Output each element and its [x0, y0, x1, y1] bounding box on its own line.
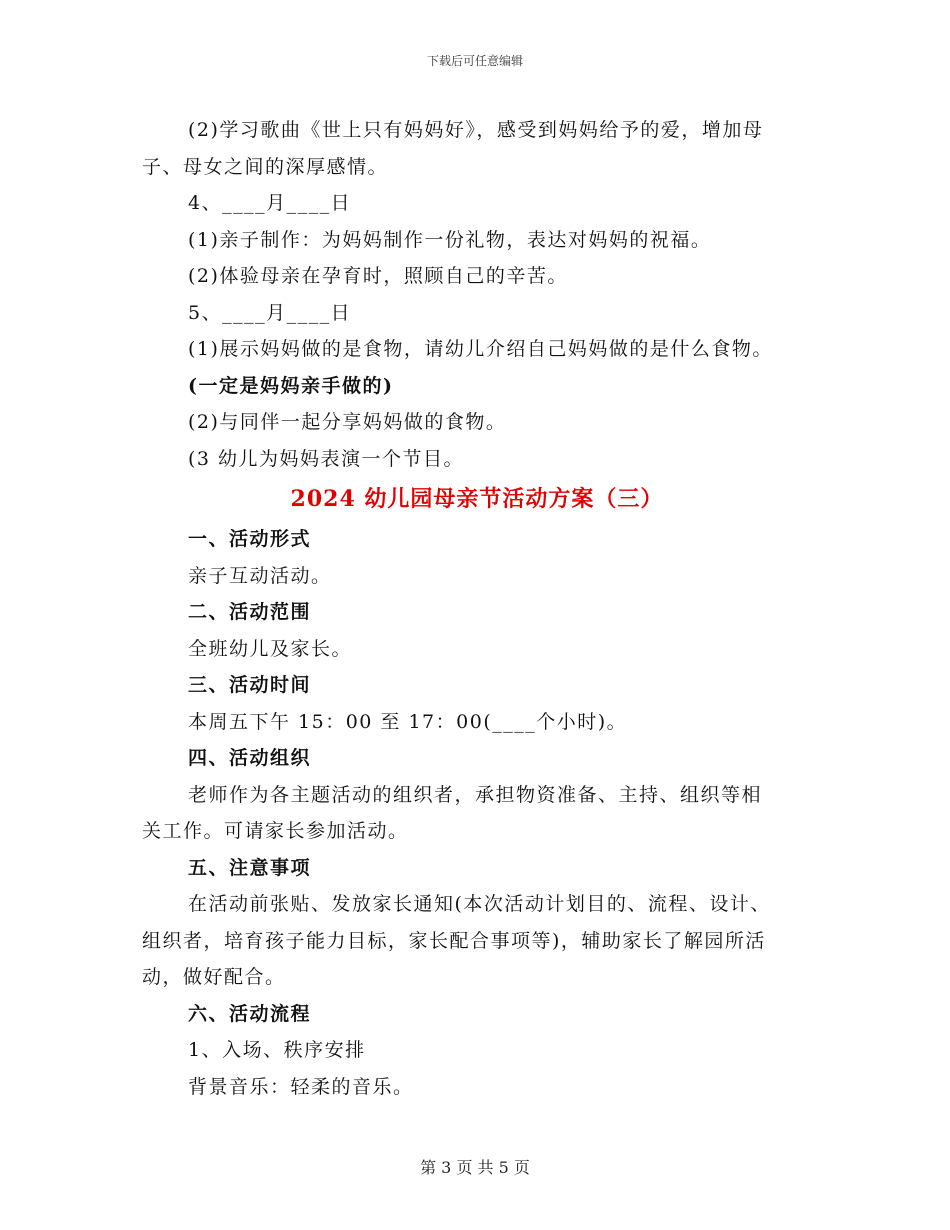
paragraph-line: (2)学习歌曲《世上只有妈妈好》，感受到妈妈给予的爱，增加母	[188, 119, 764, 141]
section-heading: 一、活动形式	[188, 528, 312, 550]
section-body: 在活动前张贴、发放家长通知(本次活动计划目的、流程、设计、	[188, 893, 771, 915]
date-line: 4、____月____日	[188, 192, 352, 214]
paragraph-line-bold: (一定是妈妈亲手做的)	[188, 374, 394, 397]
section-body: 背景音乐：轻柔的音乐。	[188, 1075, 414, 1098]
section-body: 动，做好配合。	[142, 966, 286, 988]
date-line: 5、____月____日	[188, 301, 352, 324]
section-body: 关工作。可请家长参加活动。	[142, 820, 409, 842]
paragraph-line: (3 幼儿为妈妈表演一个节目。	[188, 447, 465, 470]
section-heading: 六、活动流程	[188, 1002, 312, 1025]
section-body: 老师作为各主题活动的组织者，承担物资准备、主持、组织等相	[188, 783, 763, 806]
document-body	[142, 112, 812, 1105]
paragraph-line: (1)亲子制作：为妈妈制作一份礼物，表达对妈妈的祝福。	[188, 228, 712, 251]
section-heading: 四、活动组织	[188, 747, 312, 769]
section-body: 组织者，培育孩子能力目标，家长配合事项等)，辅助家长了解园所活	[142, 929, 766, 952]
section-body: 全班幼儿及家长。	[188, 637, 353, 660]
paragraph-line: (2)与同伴一起分享妈妈做的食物。	[188, 411, 507, 433]
section-heading: 二、活动范围	[188, 601, 312, 623]
paragraph-line: (1)展示妈妈做的是食物，请幼儿介绍自己妈妈做的是什么食物。	[188, 338, 773, 360]
section-title: 2024 幼儿园母亲节活动方案（三）	[290, 486, 664, 512]
section-body: 亲子互动活动。	[188, 564, 332, 587]
page-header: 下载后可任意编辑	[426, 54, 523, 68]
list-item: 1、入场、秩序安排	[188, 1039, 366, 1061]
paragraph-line: (2)体验母亲在孕育时，照顾自己的辛苦。	[188, 265, 568, 287]
section-heading: 三、活动时间	[188, 674, 312, 696]
section-body: 本周五下午 15：00 至 17：00(____个小时)。	[188, 710, 628, 733]
paragraph-line: 子、母女之间的深厚感情。	[142, 155, 389, 178]
section-heading: 五、注意事项	[188, 856, 312, 879]
page-footer: 第 3 页 共 5 页	[420, 1158, 530, 1177]
